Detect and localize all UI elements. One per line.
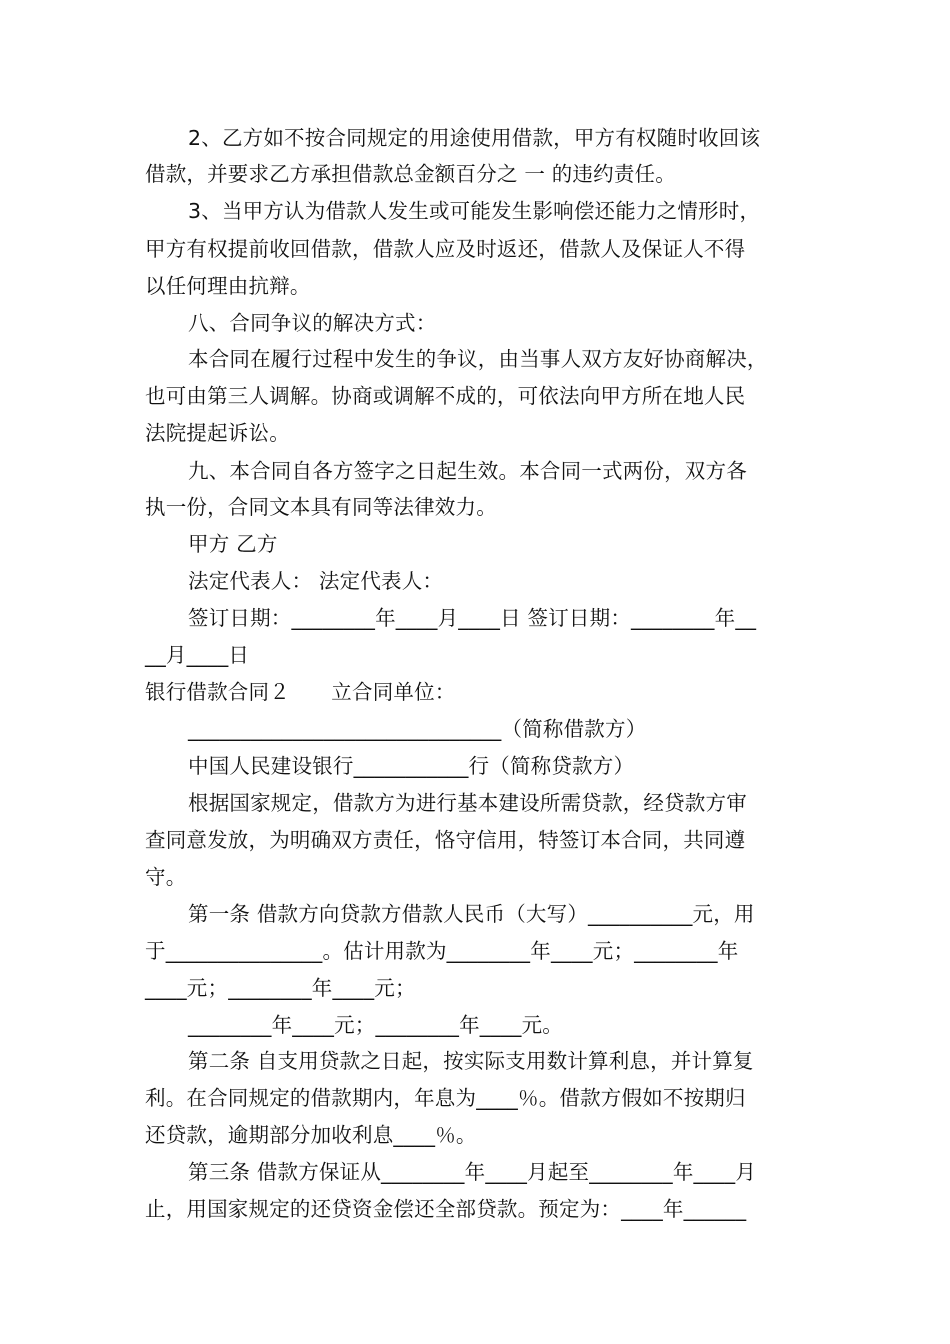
text-line: ________年____元；________年____元。 bbox=[188, 1013, 563, 1037]
text-line: 2、乙方如不按合同规定的用途使用借款，甲方有权随时收回该 bbox=[188, 126, 761, 150]
text-line: 利。在合同规定的借款期内，年息为____％。借款方假如不按期归 bbox=[145, 1086, 746, 1110]
contract-title: 银行借款合同２ 立合同单位： bbox=[145, 680, 456, 704]
signing-date-line: __月____日 bbox=[145, 643, 250, 667]
representative-labels: 法定代表人： 法定代表人： bbox=[188, 569, 444, 593]
text-line: 3、当甲方认为借款人发生或可能发生影响偿还能力之情形时， bbox=[188, 199, 761, 223]
text-line: 止，用国家规定的还贷资金偿还全部贷款。预定为：____年______ bbox=[145, 1197, 747, 1221]
text-line: 守。 bbox=[145, 865, 187, 889]
lender-field: 中国人民建设银行___________行（简称贷款方） bbox=[188, 754, 635, 778]
text-line: 法院提起诉讼。 bbox=[145, 421, 290, 445]
article-1: 第一条 借款方向贷款方借款人民币（大写）__________元，用 bbox=[188, 902, 755, 926]
text-line: ____元；________年____元； bbox=[145, 976, 416, 1000]
text-line: 根据国家规定，借款方为进行基本建设所需贷款，经贷款方审 bbox=[188, 791, 747, 815]
text-line: 还贷款，逾期部分加收利息____％。 bbox=[145, 1123, 477, 1147]
text-line: 执一份，合同文本具有同等法律效力。 bbox=[145, 495, 497, 519]
signing-date-line: 签订日期：________年____月____日 签订日期：________年__ bbox=[188, 606, 757, 630]
text-line: 查同意发放，为明确双方责任，恪守信用，特签订本合同，共同遵 bbox=[145, 828, 746, 852]
borrower-field: ______________________________（简称借款方） bbox=[188, 717, 647, 741]
text-line: 九、本合同自各方签字之日起生效。本合同一式两份，双方各 bbox=[188, 459, 747, 483]
section-heading: 八、合同争议的解决方式： bbox=[188, 311, 437, 335]
text-line: 以任何理由抗辩。 bbox=[145, 274, 311, 298]
text-line: 也可由第三人调解。协商或调解不成的，可依法向甲方所在地人民 bbox=[145, 384, 746, 408]
text-line: 本合同在履行过程中发生的争议，由当事人双方友好协商解决， bbox=[188, 347, 768, 371]
party-labels: 甲方 乙方 bbox=[188, 532, 278, 556]
text-line: 于_______________。估计用款为________年____元；________年 bbox=[145, 939, 739, 963]
text-line: 甲方有权提前收回借款，借款人应及时返还，借款人及保证人不得 bbox=[145, 237, 746, 261]
article-2: 第二条 自支用贷款之日起，按实际支用数计算利息，并计算复 bbox=[188, 1049, 754, 1073]
text-line: 借款，并要求乙方承担借款总金额百分之 一 的违约责任。 bbox=[145, 162, 676, 186]
article-3: 第三条 借款方保证从________年____月起至________年____月 bbox=[188, 1160, 757, 1184]
